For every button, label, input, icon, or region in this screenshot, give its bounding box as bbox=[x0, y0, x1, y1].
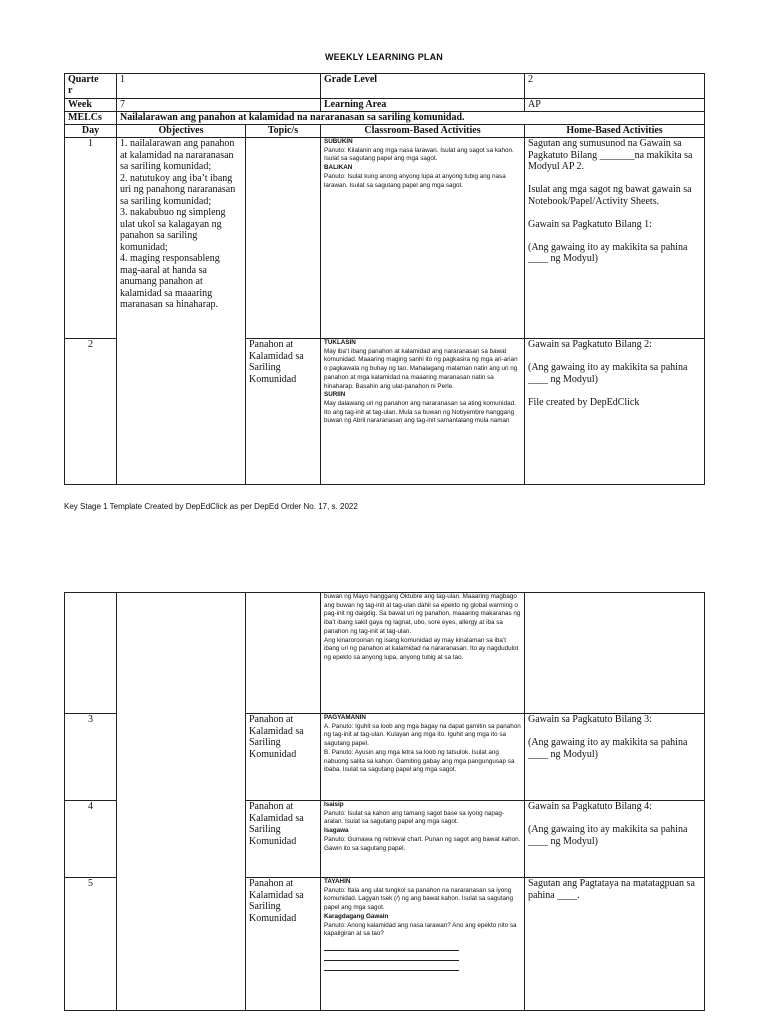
quarter-value: 1 bbox=[117, 74, 321, 99]
grade-level-value: 2 bbox=[525, 74, 705, 99]
melcs-value: Nailalarawan ang panahon at kalamidad na nararanasan sa sariling komunidad. bbox=[117, 112, 705, 125]
classroom-activities-cell bbox=[321, 593, 525, 714]
week-value: 7 bbox=[117, 99, 321, 112]
answer-line bbox=[324, 951, 459, 961]
activity-text: Panuto: Isulat kung anong anyong lupa at anyong tubig ang nasa larawan. Isulat sa sagutang papel ang mga sagot. bbox=[324, 172, 506, 189]
classroom-activities-cell bbox=[321, 801, 525, 878]
topic-cell: Panahon at Kalamidad sa Sariling Komunidad bbox=[246, 801, 321, 878]
day-number bbox=[65, 593, 117, 714]
objectives-cell: 1. nailalarawan ang panahon at kalamidad na nararanasan sa sariling komunidad; 2. natutukoy ang iba’t ibang uri ng panahong nararanasan sa sariling komunidad; 3. nakabubuo ng simpleng ulat ukol sa kalagayan ng panahon sa sariling komunidad; 4. maging responsableng mag-aaral at handa sa anumang panahon at kalamidad sa maaaring maranasan sa hinaharap. bbox=[117, 138, 246, 485]
quarter-label: Quarte r bbox=[65, 74, 117, 99]
activity-text: May dalawang uri ng panahon ang nararanasan sa ating komunidad. Ito ang tag-init at tag-ulan. Mula sa buwan ng Nobyembre hanggang buwan ng Abril nararanasan ang tag-init samantalang mula naman bbox=[324, 399, 516, 425]
activity-title: TUKLASIN bbox=[324, 339, 356, 346]
activity-text: May iba’t ibang panahon at kalamidad ang nararanasan sa bawat komunidad. Maaaring maging sanhi ito ng pagkasira ng mga ari-arian o pagkawala ng buhay ng tao. Mahalagang malaman natin ang uri ng panahon at mga kalamidad na maaaring maranasan natin sa hinaharap. Basahin ang ulat-panahon ni Perle. bbox=[324, 347, 518, 390]
activity-text: Panuto: Itala ang ulat tungkol sa panahon na nararanasan sa iyong komunidad. Lagyan tsek (/) ng ang bawat kahon. Isulat sa sagutang papel ang mga sagot. bbox=[324, 886, 514, 912]
classroom-activities-cell bbox=[321, 714, 525, 801]
activity-title: TAYAHIN bbox=[324, 878, 351, 885]
col-objectives: Objectives bbox=[117, 125, 246, 138]
col-topics: Topic/s bbox=[246, 125, 321, 138]
column-header-row bbox=[65, 125, 705, 138]
template-footer: Key Stage 1 Template Created by DepEdClick as per DepEd Order No. 17, s. 2022 bbox=[64, 502, 358, 511]
classroom-activities-cell bbox=[321, 138, 525, 339]
answer-line bbox=[324, 941, 459, 951]
day-row-1 bbox=[65, 138, 705, 339]
topic-cell: Panahon at Kalamidad sa Sariling Komunidad bbox=[246, 339, 321, 485]
weekly-plan-table-page2 bbox=[64, 592, 705, 1011]
activity-text: Panuto: Anong kalamidad ang nasa larawan? Ano ang epekto nito sa kapaligiran at sa tao? bbox=[324, 921, 517, 938]
home-activities-cell: Gawain sa Pagkatuto Bilang 3: (Ang gawaing ito ay makikita sa pahina ____ ng Modyul) bbox=[525, 714, 705, 801]
activity-title: Isaisip bbox=[324, 801, 344, 808]
classroom-activities-cell bbox=[321, 878, 525, 1011]
activity-title: BALIKAN bbox=[324, 164, 353, 172]
home-activities-cell: Gawain sa Pagkatuto Bilang 2: (Ang gawaing ito ay makikita sa pahina ____ ng Modyul) File created by DepEdClick bbox=[525, 339, 705, 485]
activity-text: buwan ng Mayo hanggang Oktubre ang tag-ulan. Maaaring magbago ang buwan ng tag-init at tag-ulan dahil sa epekto ng global warming o pag-init ng daigdig. Sa bawat uri ng panahon, maaaring makaranas ng iba’t ibang sakit gaya ng lagnat, ubo, sore eyes, allergy at iba sa panahon ng tag-init at tag-ulan. Ang kinaroroonan ng isang komunidad ay may kinalaman sa iba’t ibang uri ng panahon at kalamidad na nararanasan. Ito ay nagdudulot ng epekto sa anyong lupa, anyong tubig at sa tao. bbox=[324, 593, 521, 661]
day-number: 2 bbox=[65, 339, 117, 485]
home-activities-cell: Sagutan ang Pagtataya na matatagpuan sa pahina ____. bbox=[525, 878, 705, 1011]
activity-text: Panuto: Gumawa ng retrieval chart. Punan ng sagot ang bawat kahon. Gawin ito sa sagutang papel. bbox=[324, 835, 521, 852]
home-activities-cell: Gawain sa Pagkatuto Bilang 4: (Ang gawaing ito ay makikita sa pahina ____ ng Modyul) bbox=[525, 801, 705, 878]
activity-title: SUBUKIN bbox=[324, 138, 353, 145]
topic-cell bbox=[246, 138, 321, 339]
topic-cell: Panahon at Kalamidad sa Sariling Komunidad bbox=[246, 714, 321, 801]
page-title: WEEKLY LEARNING PLAN bbox=[324, 52, 443, 62]
topic-cell bbox=[246, 593, 321, 714]
activity-text: A. Panuto: Iguhit sa loob ang mga bagay na dapat gamitin sa panahon ng tag-init at tag-ulan. Kulayan ang mga ito. Iguhit ang mga ito sa sagutang papel. B. Panuto: Ayusin ang mga letra sa loob ng tatsulok. Isulat ang nabuong salita sa kahon. Gamiting gabay ang mga pangungusap sa ibaba. Isulat sa sagutang papel ang mga sagot. bbox=[324, 722, 521, 774]
day-number: 4 bbox=[65, 801, 117, 878]
grade-level-label: Grade Level bbox=[321, 74, 525, 99]
objectives-cell bbox=[117, 593, 246, 1011]
col-classroom-activities: Classroom-Based Activities bbox=[321, 125, 525, 138]
home-activities-cell: Sagutan ang sumusunod na Gawain sa Pagkatuto Bilang _______na makikita sa Modyul AP 2. Isulat ang mga sagot ng bawat gawain sa Notebook/Papel/Activity Sheets. Gawain sa Pagkatuto Bilang 1: (Ang gawaing ito ay makikita sa pahina ____ ng Modyul) bbox=[525, 138, 705, 339]
melcs-label: MELCs bbox=[65, 112, 117, 125]
col-home-activities: Home-Based Activities bbox=[525, 125, 705, 138]
activity-title: SURIIN bbox=[324, 391, 346, 399]
learning-area-label: Learning Area bbox=[321, 99, 525, 112]
activity-title: Isagawa bbox=[324, 827, 349, 835]
day-number: 5 bbox=[65, 878, 117, 1011]
classroom-activities-cell bbox=[321, 339, 525, 485]
activity-text: Panuto: Isulat sa kahon ang tamang sagot base sa iyong napag-aralan. Isulat sa sagutang papel ang mga sagot. bbox=[324, 809, 504, 826]
answer-line bbox=[324, 961, 459, 971]
weekly-plan-table-page1 bbox=[64, 73, 705, 485]
week-row bbox=[65, 99, 705, 112]
answer-lines bbox=[324, 941, 521, 971]
continuation-row bbox=[65, 593, 705, 714]
learning-area-value: AP bbox=[525, 99, 705, 112]
activity-text: Panuto: Kilalanin ang mga nasa larawan. Isulat ang sagot sa kahon. Isulat sa sagutang papel ang mga sagot. bbox=[324, 146, 514, 163]
topic-cell: Panahon at Kalamidad sa Sariling Komunidad bbox=[246, 878, 321, 1011]
week-label: Week bbox=[65, 99, 117, 112]
activity-title: PAGYAMANIN bbox=[324, 714, 366, 721]
home-activities-cell bbox=[525, 593, 705, 714]
activity-title: Karagdagang Gawain bbox=[324, 912, 389, 920]
day-number: 3 bbox=[65, 714, 117, 801]
melcs-row bbox=[65, 112, 705, 125]
day-number: 1 bbox=[65, 138, 117, 339]
quarter-row bbox=[65, 74, 705, 99]
col-day: Day bbox=[65, 125, 117, 138]
